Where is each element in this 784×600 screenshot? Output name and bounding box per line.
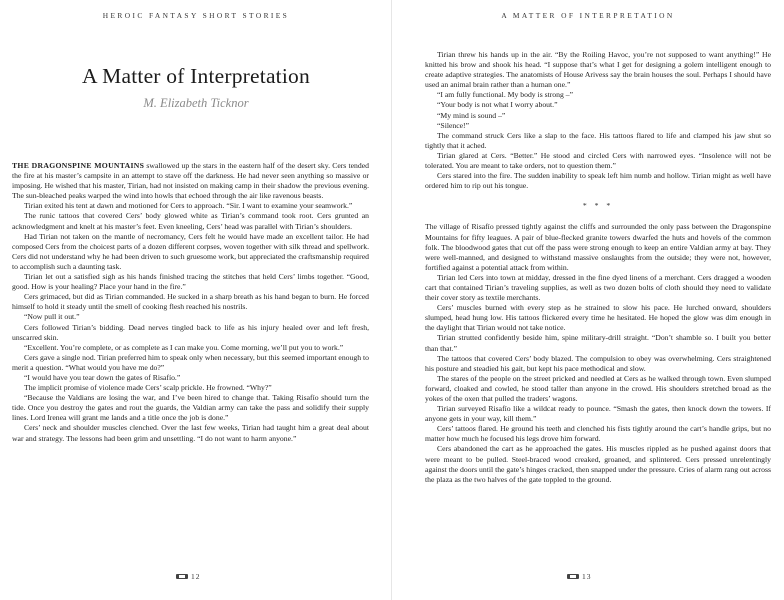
page-number-left (176, 572, 201, 581)
paragraph: “I am fully functional. My body is strong –” (437, 90, 574, 100)
paragraph: The implicit promise of violence made Cers’ scalp prickle. He frowned. “Why?” (24, 383, 272, 393)
story-title: A Matter of Interpretation (82, 64, 310, 88)
page-number: 13 (582, 572, 592, 581)
running-head: A MATTER OF INTERPRETATION (501, 11, 675, 20)
paragraph: The command struck Cers like a slap to the face. His tattoos flared to life and clamped his jaw shut so tightly that it ached. (425, 130, 771, 150)
paragraph: “Silence!” (437, 120, 470, 130)
paragraph: Tirian strutted confidently beside him, spine military-drill straight. “Don’t shamble so. I built you better than that.” (425, 333, 771, 353)
paragraph: Tirian glared at Cers. “Better.” He stood and circled Cers with narrowed eyes. “Insolence will not be tolerated. You are meant to take orders, not to question them.” (425, 150, 771, 171)
paragraph: “My mind is sound –” (437, 110, 506, 120)
paragraph: Cers gave a single nod. Tirian preferred him to speak only when necessary, but this seemed important enough to merit a question. “What would you have me do?” (12, 352, 369, 372)
opening-text: swallowed up the stars in the eastern half of the desert sky. Cers tended the fire at his master’s campsite in an attempt to stave off the darkness. He had never seen anything so massive or imposing. He wished that his master, Tirian, had not insisted on making camp in their shadow the previous evening. The sun-bleached peaks warped the wind into howls that echoed through the air like ravenous beasts. (12, 161, 369, 201)
paragraph: Cers abandoned the cart as he approached the gates. His muscles rippled as he pushed against doors that were meant to be pulled. Steel-braced wood creaked, groaned, and splintered. Cers pressed unrelentingly against the doors until the gate’s hinges cracked, then snapped under the pressure. Cries of alarm rang out across the plaza as the two halves of the gate toppled to the ground. (425, 444, 771, 484)
author-name: M. Elizabeth Ticknor (143, 96, 249, 110)
opening-small-caps: THE DRAGONSPINE MOUNTAINS (12, 161, 145, 170)
left-body-text (12, 161, 369, 444)
right-page (392, 0, 784, 600)
folio-ornament-icon (567, 574, 579, 579)
opening-paragraph (12, 161, 369, 201)
paragraph: Tirian let out a satisfied sigh as his hands finished tracing the stitches that held Cers’ limbs together. “Good, good. How is your healing? Place your hand in the fire.” (12, 272, 369, 292)
page-number: 12 (191, 572, 201, 581)
paragraph: Tirian threw his hands up in the air. “By the Roiling Havoc, you’re not supposed to want anything!” He knitted his brow and shook his head. “I suppose that’s what I get for designing a golem intelligent enough to create adaptive strategies. The anatomists of House Arivess say the brain houses the soul. Perhaps I should have used an animal brain rather than a human one.” (425, 50, 771, 90)
paragraph: Tirian exited his tent at dawn and motioned for Cers to approach. “Sir. I want to examine your seamwork.” (24, 201, 353, 211)
paragraph: “Now pull it out.” (24, 312, 80, 322)
paragraph: Cers’ neck and shoulder muscles clenched. Over the last few weeks, Tirian had taught him a great deal about war and strategy. The lessons had been grim and unsettling. “I do not want to harm anyone.” (12, 423, 369, 443)
paragraph: Cers followed Tirian’s bidding. Dead nerves tingled back to life as his injury healed over and left fresh, unscarred skin. (12, 322, 369, 342)
paragraph: The village of Risafío pressed tightly against the cliffs and surrounded the only pass between the Dragonspine Mountains for fifty leagues. A pair of blue-flecked granite towers dwarfed the huts and hovels of the common folk. The bloodwood gates that cut off the pass were strong enough to keep an entire Valdian army at bay. They were well-manned, and designed to withstand massive onslaughts from the outside; they were not, however, fortified against a potential attack from within. (425, 222, 771, 272)
right-body-text (425, 50, 771, 485)
paragraph: Cers stared into the fire. The sudden inability to speak left him numb and hollow. Tirian might as well have ordered him to rip out his tongue. (425, 171, 771, 191)
paragraph: The runic tattoos that covered Cers’ body glowed white as Tirian’s command took root. Cers grunted an acknowledgment and knelt at his master’s feet. Even kneeling, Cers’ head was parallel with Tirian’s shoulders. (12, 211, 369, 231)
scene-break: * * * (582, 201, 614, 211)
paragraph: Had Tirian not taken on the mantle of necromancy, Cers felt he would have made an excellent tailor. He had composed Cers from the choicest parts of a dozen different corpses, woven together with silk thread and spellwork. Cers did not understand why he had been driven to such gruesome work, but appreciated the craftsmanship required to accomplish such a daunting task. (12, 231, 369, 271)
paragraph: “Because the Valdians are losing the war, and I’ve been hired to change that. Taking Risafío should turn the tide. Once you destroy the gates and rout the guards, the Valdian army can take the pass and solidify their supply lines. Lord Irenea will grant me lands and a title once the job is done.” (12, 393, 369, 423)
paragraph: “Your body is not what I worry about.” (437, 100, 558, 110)
page-number-right (567, 572, 592, 581)
paragraph: Cers grimaced, but did as Tirian commanded. He sucked in a sharp breath as his hand began to burn. He forced himself to hold it steady until the smell of cooking flesh reached his nostrils. (12, 292, 369, 312)
paragraph: The stares of the people on the street pricked and needled at Cers as he walked through town. Even slumped forward, cloaked and cowled, he stood taller than anyone in the crowd. His shoulders stretched broad as the yokes of the oxen that pulled the traders’ wagons. (425, 373, 771, 403)
paragraph: The tattoos that covered Cers’ body blazed. The compulsion to obey was overwhelming. Cers straightened his posture and steadied his gait, but kept his pace methodical and slow. (425, 353, 771, 373)
paragraph: “Excellent. You’re complete, or as complete as I can make you. Come morning, we’ll put you to work.” (24, 342, 344, 352)
folio-ornament-icon (176, 574, 188, 579)
paragraph: Tirian led Cers into town at midday, dressed in the fine dyed linens of a merchant. Cers dragged a wooden cart that contained Tirian’s traveling supplies, as well as two dozen bolts of cloth should they need to validate their cover story as textile merchants. (425, 272, 771, 303)
running-head: HEROIC FANTASY SHORT STORIES (102, 11, 290, 20)
paragraph: Cers’ tattoos flared. He ground his teeth and clenched his fists tightly around the cart’s handle grips, but no matter how much he focused his legs drove him forward. (425, 424, 771, 444)
paragraph: Tirian surveyed Risafío like a wildcat ready to pounce. “Smash the gates, then knock down the towers. If anyone gets in your way, kill them.” (425, 404, 771, 424)
paragraph: “I would have you tear down the gates of Risafío.” (24, 372, 181, 382)
paragraph: Cers’ muscles burned with every step as he strained to slow his pace. He lurched onward, shoulders slumped, head hung low. His tattoos flickered every time he hesitated. He hoped the glow was dim enough in the daylight that Tirian would not take notice. (425, 303, 771, 333)
